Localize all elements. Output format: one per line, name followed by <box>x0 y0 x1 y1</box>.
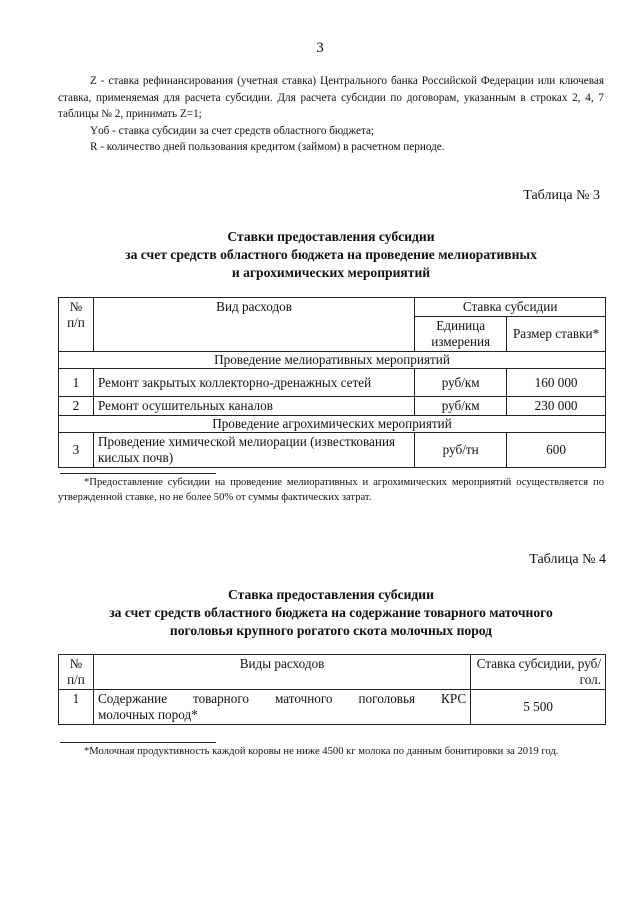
table4-title-line1: Ставка предоставления субсидии <box>228 587 434 602</box>
table3-header-row <box>59 298 606 317</box>
table3-title-line1: Ставки предоставления субсидии <box>227 229 435 244</box>
row-num: 1 <box>59 369 94 397</box>
table4-header-num: № п/п <box>59 655 94 690</box>
row-unit: руб/тн <box>415 433 507 468</box>
table4-title-line3: поголовья крупного рогатого скота молочных пород <box>169 623 493 638</box>
table3-header-type: Вид расходов <box>93 298 414 352</box>
table-row <box>59 369 606 397</box>
table4-footnote-divider <box>60 742 216 743</box>
table3-footnote <box>58 476 604 505</box>
table4-caption: Таблица № 4 <box>529 552 606 567</box>
table3-title <box>58 228 604 282</box>
row-value: 230 000 <box>507 397 606 416</box>
row-name-line2: молочных пород* <box>97 707 198 722</box>
table4-header-rate: Ставка субсидии, руб/гол. <box>471 655 606 690</box>
row-name-line1: Содержание товарного маточного поголовья КРС <box>97 691 467 706</box>
row-name <box>93 690 470 725</box>
row-name: Ремонт осушительных каналов <box>93 397 414 416</box>
table4-header-type: Виды расходов <box>93 655 470 690</box>
row-unit: руб/км <box>415 369 507 397</box>
row-unit: руб/км <box>415 397 507 416</box>
table3-header-rate: Ставка субсидии <box>415 298 606 317</box>
table4-title-line2: за счет средств областного бюджета на содержание товарного маточного <box>109 605 553 620</box>
row-name: Проведение химической мелиорации (известкования кислых почв) <box>93 433 414 468</box>
table-row <box>59 433 606 468</box>
row-num: 3 <box>59 433 94 468</box>
table-row <box>59 397 606 416</box>
row-num: 2 <box>59 397 94 416</box>
table3-header-unit: Единица измерения <box>415 317 507 352</box>
table3-title-line2: за счет средств областного бюджета на проведение мелиоративных <box>125 247 537 262</box>
row-num: 1 <box>59 690 94 725</box>
table3 <box>58 297 606 468</box>
table3-title-line3: и агрохимических мероприятий <box>231 265 431 280</box>
table4-footnote <box>58 745 604 760</box>
table3-section-agrochemical: Проведение агрохимических мероприятий <box>59 416 606 433</box>
table3-section-melioration: Проведение мелиоративных мероприятий <box>59 352 606 369</box>
intro-paragraph-z: Z - ставка рефинансирования (учетная ставка) Центрального банка Российской Федерации или ключевая ставка, применяемая для расчета субсидии. Для расчета субсидии по договорам, указанным в строках 2, 4, 7 таблицы № 2, принимать Z=1; <box>58 75 604 121</box>
table4-footnote-text: *Молочная продуктивность каждой коровы не ниже 4500 кг молока по данным бонитировки за 2019 год. <box>84 746 559 757</box>
table4 <box>58 654 606 725</box>
table-row <box>59 690 606 725</box>
table4-title <box>58 586 604 640</box>
row-value: 160 000 <box>507 369 606 397</box>
table3-section-row <box>59 416 606 433</box>
row-name: Ремонт закрытых коллекторно-дренажных сетей <box>93 369 414 397</box>
intro-text <box>58 73 604 156</box>
table3-header-size: Размер ставки* <box>507 317 606 352</box>
table4-header-row <box>59 655 606 690</box>
table3-footnote-text: *Предоставление субсидии на проведение мелиоративных и агрохимических мероприятий осуществляется по утвержденной ставке, но не более 50% от суммы фактических затрат. <box>58 477 604 503</box>
intro-paragraph-yob: Yоб - ставка субсидии за счет средств областного бюджета; <box>90 124 375 137</box>
row-value: 5 500 <box>471 690 606 725</box>
page-number: 3 <box>316 40 324 56</box>
table3-header-num: № п/п <box>59 298 94 352</box>
table3-section-row <box>59 352 606 369</box>
table3-caption: Таблица № 3 <box>523 188 600 203</box>
intro-paragraph-r: R - количество дней пользования кредитом (займом) в расчетном периоде. <box>90 141 445 154</box>
row-value: 600 <box>507 433 606 468</box>
table3-footnote-divider <box>60 473 216 474</box>
